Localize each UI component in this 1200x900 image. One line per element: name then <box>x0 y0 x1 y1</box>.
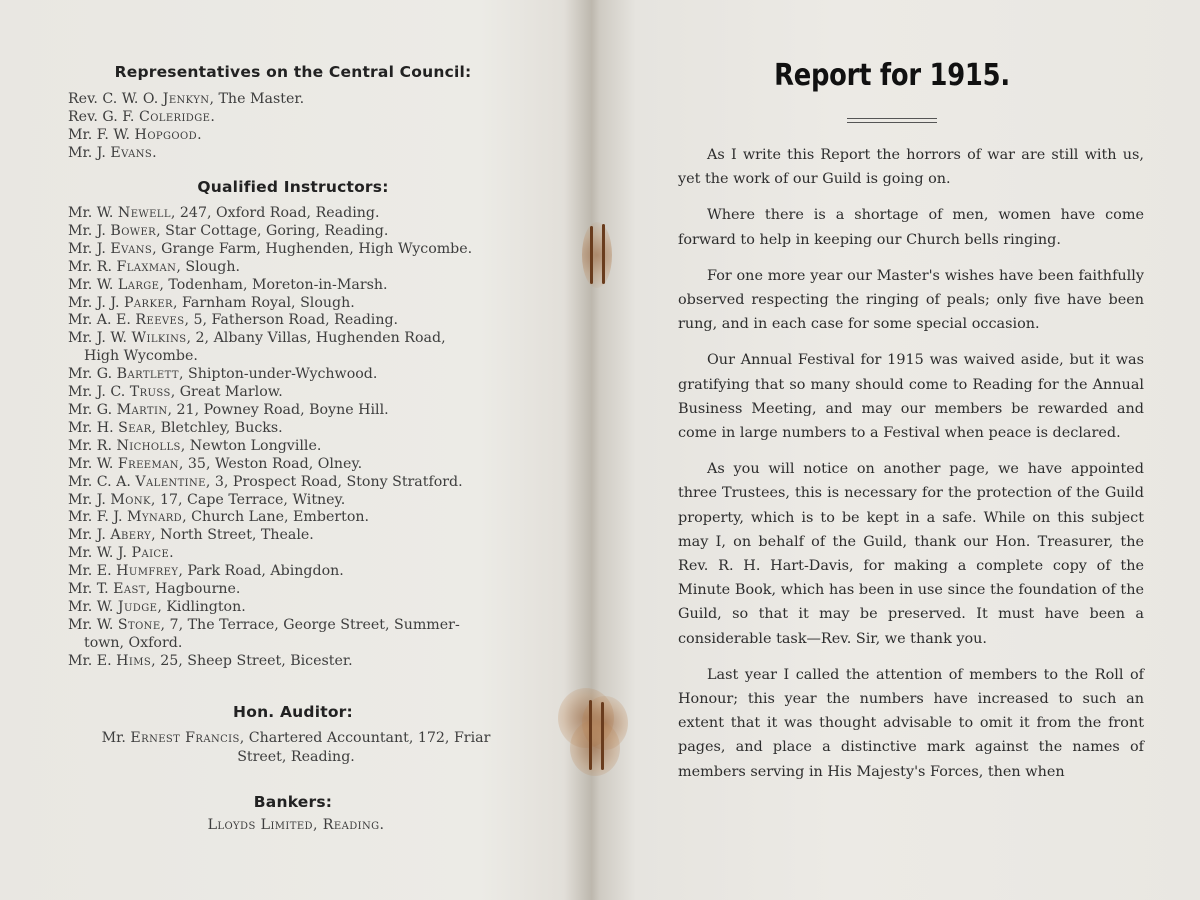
entry-prefix: Mr. W. <box>68 455 118 472</box>
title-rule-bottom <box>847 122 937 123</box>
entry-prefix: Mr. G. <box>68 401 117 418</box>
instructor-entry <box>68 259 472 277</box>
entry-surname: Stone <box>117 616 161 633</box>
instructor-entry <box>68 456 472 474</box>
entry-surname: Newell <box>117 205 171 221</box>
instructor-entry <box>68 581 472 599</box>
instructor-entry <box>68 438 472 456</box>
entry-prefix: Mr. W. J. <box>68 545 132 562</box>
staple-lower-left <box>589 700 592 770</box>
entry-prefix: Mr. J. <box>68 527 111 544</box>
report-paragraph-3: For one more year our Master's wishes have been faithfully observed respecting the ringing of peals; only five have been rung, and in each case for some special occasion. <box>678 267 1144 333</box>
entry-prefix: Rev. G. F. <box>68 108 139 125</box>
entry-surname: Hims <box>116 652 152 669</box>
entry-detail: , Shipton-under-Wychwood. <box>178 366 378 383</box>
entry-detail: , 7, The Terrace, George Street, Summer- <box>160 616 460 633</box>
instructor-entry <box>68 330 472 348</box>
entry-prefix: Mr. A. E. <box>68 312 136 329</box>
auditor-name: Ernest Francis <box>130 730 240 746</box>
entry-surname: Evans <box>110 240 153 257</box>
entry-prefix: Mr. F. J. <box>68 509 128 526</box>
entry-surname: Wilkins <box>131 330 187 347</box>
instructor-entry <box>68 402 472 420</box>
instructor-entry <box>68 509 472 527</box>
entry-detail: , North Street, Theale. <box>151 527 314 544</box>
entry-surname: Monk <box>110 491 151 508</box>
entry-detail: , Slough. <box>176 258 241 275</box>
entry-prefix: Mr. J. <box>68 491 111 508</box>
instructor-entry <box>68 312 472 330</box>
instructor-entry <box>68 545 472 563</box>
instructor-entry <box>68 492 472 510</box>
entry-prefix: Mr. J. <box>68 144 111 161</box>
entry-detail: , 35, Weston Road, Olney. <box>178 455 363 472</box>
entry-surname: Coleridge <box>138 108 211 125</box>
instructor-entry <box>68 295 472 313</box>
entry-prefix: Mr. C. A. <box>68 473 136 490</box>
instructor-entry <box>68 205 472 223</box>
entry-surname: Valentine <box>135 473 206 490</box>
instructor-entry <box>68 384 472 402</box>
entry-prefix: Mr. F. W. <box>68 126 135 143</box>
entry-prefix: Mr. W. <box>68 598 118 615</box>
entry-surname: Humfrey <box>116 563 179 580</box>
entry-detail: , 25, Sheep Street, Bicester. <box>151 652 353 669</box>
entry-detail: , Great Marlow. <box>170 384 283 401</box>
bankers-name: Lloyds Limited, Reading. <box>207 817 385 833</box>
entry-prefix: Mr. R. <box>68 258 117 275</box>
report-paragraph-4: Our Annual Festival for 1915 was waived aside, but it was gratifying that so many should come to Reading for the Annual Business Meeting, and may our members be rewarded and come in large numbers to a Festival when peace is declared. <box>678 352 1144 442</box>
report-paragraph-6: Last year I called the attention of members to the Roll of Honour; this year the numbers have increased to such an extent that it was thought advisable to omit it from the front pages, and place a distinctive mark against the names of members serving in His Majesty's Forces, then when <box>678 666 1144 780</box>
entry-detail: , 5, Fatherson Road, Reading. <box>184 312 399 329</box>
entry-detail: , 21, Powney Road, Boyne Hill. <box>167 401 389 418</box>
instructor-entry <box>68 527 472 545</box>
entry-surname: Hopgood <box>134 126 198 143</box>
entry-detail: , Todenham, Moreton-in-Marsh. <box>159 276 388 293</box>
council-member <box>68 127 304 145</box>
entry-prefix: Mr. W. <box>68 616 118 633</box>
entry-detail: . <box>152 144 157 161</box>
entry-detail: . <box>169 545 174 562</box>
instructor-entry <box>68 599 472 617</box>
rust-stain-upper <box>582 222 612 288</box>
entry-surname: Martin <box>116 401 168 418</box>
entry-surname: Judge <box>117 598 158 615</box>
instructor-entry <box>68 617 472 635</box>
instructor-entry <box>68 635 472 653</box>
entry-surname: Mynard <box>127 509 183 526</box>
title-rule-top <box>847 118 937 119</box>
entry-detail: . <box>197 126 202 143</box>
bankers-heading: Bankers: <box>253 793 333 811</box>
council-member <box>68 145 304 163</box>
entry-detail: , Park Road, Abingdon. <box>178 563 344 580</box>
entry-detail: , The Master. <box>209 91 305 107</box>
right-page <box>592 0 1200 900</box>
report-paragraph-2: Where there is a shortage of men, women have come forward to help in keeping our Church bells ringing. <box>678 207 1144 248</box>
entry-prefix: Mr. G. <box>68 366 117 383</box>
entry-surname: East <box>113 581 146 598</box>
auditor-line-1: Mr. Ernest Francis, Chartered Accountant, 172, Friar <box>101 730 491 746</box>
council-heading: Representatives on the Central Council: <box>114 63 472 81</box>
entry-prefix: Rev. C. W. O. <box>68 91 163 107</box>
entry-surname: Abery <box>110 527 152 544</box>
auditor-heading: Hon. Auditor: <box>233 703 353 721</box>
entry-prefix: Mr. W. <box>68 205 118 221</box>
entry-surname: Paice <box>131 545 170 562</box>
entry-detail: , Newton Longville. <box>180 437 322 454</box>
entry-surname: Jenkyn <box>162 91 210 107</box>
entry-surname: Truss <box>129 384 171 401</box>
entry-detail: , 2, Albany Villas, Hughenden Road, <box>186 330 446 347</box>
entry-surname: Parker <box>123 294 173 311</box>
entry-prefix: Mr. J. J. <box>68 294 124 311</box>
entry-detail: , 17, Cape Terrace, Witney. <box>150 491 346 508</box>
rust-stain-lower-3 <box>570 720 620 776</box>
entry-detail: , Hagbourne. <box>145 581 241 598</box>
entry-prefix: Mr. W. <box>68 276 118 293</box>
entry-surname: Freeman <box>117 455 179 472</box>
entry-prefix: Mr. E. <box>68 652 117 669</box>
report-paragraph-5: As you will notice on another page, we have appointed three Trustees, this is necessary for the protection of the Guild property, which is to be kept in a safe. While on this subject may I, on behalf of the Guild, thank our Hon. Treasurer, the Rev. R. H. Hart-Davis, for making a complete copy of the Minute Book, which has been in use since the foundation of the Guild, so that it may be preserved. It must have been a considerable task—Rev. Sir, we thank you. <box>678 461 1144 647</box>
entry-detail: , Church Lane, Emberton. <box>182 509 370 526</box>
entry-surname: Sear <box>118 419 152 436</box>
left-page <box>0 0 586 900</box>
entry-detail: . <box>210 108 215 125</box>
entry-detail: , Grange Farm, Hughenden, High Wycombe. <box>152 240 473 257</box>
entry-prefix: Mr. E. <box>68 563 117 580</box>
report-paragraph-1: As I write this Report the horrors of war are still with us, yet the work of our Guild is going on. <box>678 147 1144 188</box>
entry-detail: , Kidlington. <box>157 598 246 615</box>
entry-surname: Nicholls <box>116 437 181 454</box>
instructor-entry <box>68 474 472 492</box>
entry-surname: Large <box>117 276 160 293</box>
instructor-entry <box>68 366 472 384</box>
report-body <box>678 143 1144 796</box>
entry-surname: Evans <box>110 144 153 161</box>
entry-prefix: Mr. J. C. <box>68 384 130 401</box>
entry-detail: , Bletchley, Bucks. <box>151 419 283 436</box>
entry-surname: Bower <box>110 222 157 239</box>
auditor-line-2: Street, Reading. <box>237 749 355 765</box>
entry-detail: , 247, Oxford Road, Reading. <box>170 205 380 221</box>
entry-detail: , Star Cottage, Goring, Reading. <box>156 222 389 239</box>
council-member <box>68 91 304 109</box>
entry-surname: Bartlett <box>116 366 179 383</box>
auditor-details <box>66 729 526 767</box>
instructor-entry <box>68 277 472 295</box>
entry-prefix: Mr. T. <box>68 581 114 598</box>
entry-prefix: Mr. J. W. <box>68 330 132 347</box>
instructor-entry <box>68 563 472 581</box>
instructor-entry <box>68 223 472 241</box>
instructors-list <box>68 205 472 671</box>
entry-prefix: Mr. R. <box>68 437 117 454</box>
instructor-entry <box>68 348 472 366</box>
instructor-entry <box>68 653 472 671</box>
council-member <box>68 109 304 127</box>
entry-prefix: Mr. J. <box>68 240 111 257</box>
entry-surname: Reeves <box>135 312 185 329</box>
entry-surname: Flaxman <box>116 258 177 275</box>
entry-detail: , 3, Prospect Road, Stony Stratford. <box>205 473 463 490</box>
entry-prefix: Mr. H. <box>68 419 119 436</box>
entry-prefix: Mr. J. <box>68 222 111 239</box>
staple-upper-left <box>590 226 593 284</box>
staple-upper-right <box>602 224 605 284</box>
staple-lower-right <box>601 702 604 770</box>
report-title: Report for 1915. <box>774 58 1010 93</box>
entry-detail: High Wycombe. <box>84 348 198 365</box>
entry-detail: , Farnham Royal, Slough. <box>172 294 355 311</box>
instructor-entry <box>68 241 472 259</box>
instructors-heading: Qualified Instructors: <box>197 178 389 196</box>
instructor-entry <box>68 420 472 438</box>
entry-detail: town, Oxford. <box>84 634 183 651</box>
council-list <box>68 91 304 163</box>
